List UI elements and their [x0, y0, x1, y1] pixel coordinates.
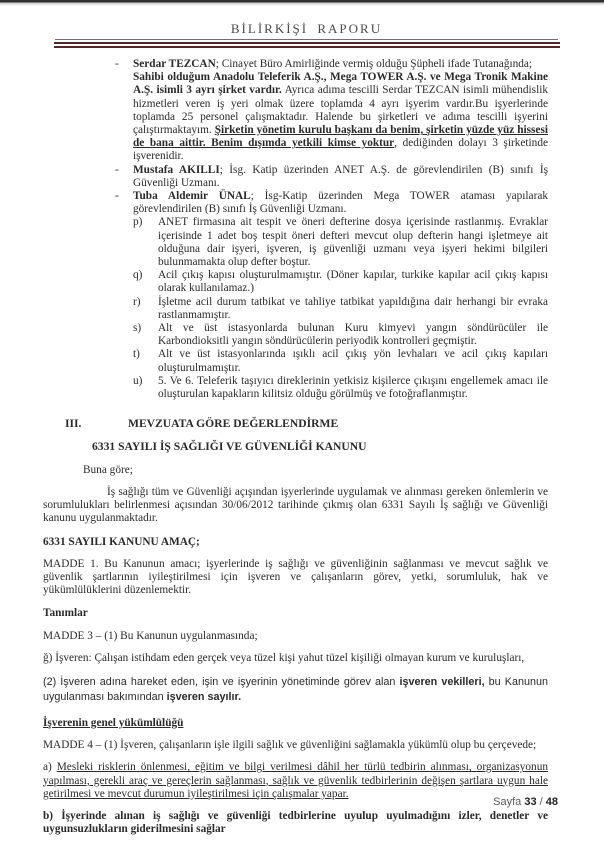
intro-paragraph: İş sağlığı tüm ve Güvenliği açışından işyerlerinde uygulamak ve alınması gereken önlemlerin ve sorumlulukları belirlenmesi açısından 30/06/2012 tarihinde çıkmış olan 6331 Sayılı İş sağlığı ve Güvenliği kanunu uygulanmaktadır. — [43, 485, 548, 525]
vekil-pre: (2) İşveren adına hareket eden, işin ve işyerinin yönetiminde görev alan — [43, 675, 400, 688]
vekil-mid: bu Kanunun uygulanması bakımından — [43, 675, 548, 703]
list-item — [115, 58, 548, 164]
item-b-paragraph: b) İşyerinde alınan iş sağlığı ve güvenliği tedbirlerine uyulup uyulmadığını izler, denetler ve uygunsuzlukların giderilmesini sağlar — [43, 809, 548, 836]
item-a-paragraph — [43, 761, 548, 801]
list-item — [115, 190, 548, 216]
scan-edge — [0, 0, 604, 6]
finding-text: Alt ve üst istasyonlarda bulunan Kuru kimyevi yangın söndürücüler ile Karbondioksitli yangın söndürücülerin periyodik kontrolleri geçmiştir. — [158, 322, 548, 348]
madde1-paragraph: MADDE 1. Bu Kanunun amacı; işyerlerinde iş sağlığı ve güvenliğinin sağlanması ve mevcut sağlık ve güvenlik şartlarının iyileştirilmesi için işveren ve çalışanların görev, yetki, sorumluluk, hak ve yükümlülüklerini düzenlemektir. — [43, 557, 548, 597]
finding-item — [133, 375, 548, 401]
statement-list — [43, 58, 548, 216]
section-number: III. — [65, 417, 82, 431]
finding-label: p) — [133, 216, 143, 229]
footer-current-page: 33 — [524, 796, 537, 808]
vekil-bold-2: işveren sayılır — [166, 690, 239, 703]
page-number-footer — [493, 796, 558, 808]
finding-item — [133, 348, 548, 374]
finding-text: Alt ve üst istasyonlarında ışıklı acil çıkış yön levhaları ve acil çıkış kapıları oluşturulmamıştır. — [158, 348, 548, 374]
finding-text: ANET firmasına ait tespit ve öneri defterine dosya içerisinde rastlanmış. Evraklar içerisinde 1 adet boş tespit öneri defteri mevcut olup defterin hangi işletmeye ait olduğuna dair işyeri, işveren, iş güvenliği uzmanı veya işyeri hekimi bilgileri bulunmamakta olup defter boştur. — [158, 216, 548, 269]
person-name: Tuba Aldemir ÜNAL — [133, 190, 251, 203]
yukumluluk-heading: İşverenin genel yükümlülüğü — [43, 716, 184, 729]
statement-text — [133, 190, 548, 216]
page-header-title: BİLİRKİŞİ RAPORU — [55, 21, 558, 40]
statement-tail: , dediğinden dolayı 3 şirketinde işverenidir. — [133, 137, 548, 163]
vekil-paragraph — [43, 675, 548, 705]
finding-label: s) — [133, 322, 142, 335]
statement-bold-underline: Şirketin yönetim kurulu başkanı da benim, şirketin yüzde yüz hissesi de bana aittir. Benim dışımda yetkili kimse yoktur — [133, 124, 548, 150]
section-subtitle: 6331 SAYILI İŞ SAĞLIĞI VE GÜVENLİĞİ KANUNU — [92, 440, 367, 454]
finding-item — [133, 322, 548, 348]
vekil-end: . — [238, 690, 242, 703]
person-name: Serdar TEZCAN — [133, 58, 216, 70]
person-name: Mustafa AKILLI — [133, 163, 220, 176]
findings-list — [43, 216, 548, 401]
footer-label: Sayfa — [493, 796, 525, 808]
list-item — [115, 164, 548, 190]
lead-in-text: Buna göre; — [83, 463, 133, 476]
madde3-paragraph: MADDE 3 – (1) Bu Kanunun uygulanmasında; — [43, 629, 258, 642]
bullet-dash: - — [115, 163, 119, 176]
section-heading — [43, 417, 548, 430]
statement-body: Ayrıca adıma tescilli Serdar TEZCAN isimli mühendislik hizmetleri veren iş yeri olmak üzere toplamda 4 ayrı işyerim vardır.Bu işyerlerinde toplamda 25 personel çalışmaktadır. Halende bu şirketleri ve adıma tescilli işyerini çalıştırmaktayım. — [133, 84, 548, 137]
madde4-paragraph: MADDE 4 – (1) İşveren, çalışanların işle ilgili sağlık ve güvenliğini sağlamakla yükümlü olup bu çerçevede; — [43, 739, 537, 752]
statement-intro: ; İsg-Katip üzerinden Mega TOWER ataması yapılarak görevlendirilen (B) sınıfı İş Güvenliği Uzmanı. — [133, 190, 548, 216]
finding-label: r) — [133, 295, 141, 308]
amac-heading: 6331 SAYILI KANUNU AMAÇ; — [43, 535, 200, 548]
finding-item — [133, 296, 548, 322]
statement-text — [133, 164, 548, 190]
finding-label: u) — [133, 374, 143, 387]
footer-total-pages: 48 — [545, 796, 558, 808]
statement-bold-lead: Sahibi olduğum Anadolu Teleferik A.Ş., Mega TOWER A.Ş. ve Mega Tronik Makine A.Ş. isimli 3 ayrı şirket vardır. — [133, 71, 548, 97]
statement-intro: ; Cinayet Büro Amirliğinde vermiş olduğu Şüpheli ifade Tutanağında; — [215, 58, 533, 70]
bullet-dash: - — [115, 190, 119, 203]
item-a-label: a) — [43, 761, 57, 774]
item-a-underlined-text: Mesleki risklerin önlenmesi, eğitim ve bilgi verilmesi dâhil her türlü tedbirin alınması, organizasyonun yapılması, gerekli araç ve gereçlerin sağlanması, sağlık ve güvenlik tedbirlerinin değişen şartlara uygun hale getirilmesi ve mevcut durumun iyileştirilmesi için çalışmalar yapar. — [43, 761, 548, 800]
vekil-bold-1: işveren vekilleri, — [399, 675, 485, 688]
finding-label: q) — [133, 269, 143, 282]
section-title: MEVZUATA GÖRE DEĞERLENDİRME — [128, 417, 339, 431]
finding-text: İşletme acil durum tatbikat ve tahliye tatbikat yapıldığına dair herhangi bir evraka rastlanmamıştır. — [158, 295, 548, 321]
statement-text — [133, 58, 548, 164]
bullet-dash: - — [115, 58, 119, 70]
statement-intro: ; İsg. Katip üzerinden ANET A.Ş. de görevlendirilen (B) sınıfı İş Güvenliği Uzmanı. — [133, 163, 548, 189]
finding-text: 5. Ve 6. Teleferik taşıyıcı direklerinin yetkisiz kişilerce çıkışını engellemek amacı ile oluşturulan kapakların kilitsiz olduğu görülmüş ve fotoğraflanmıştır. — [158, 374, 548, 401]
tanimlar-heading: Tanımlar — [43, 607, 88, 620]
document-body — [43, 58, 548, 836]
finding-label: t) — [133, 348, 140, 361]
finding-item — [133, 269, 548, 295]
finding-item — [133, 216, 548, 269]
footer-separator: / — [536, 796, 546, 808]
finding-text: Acil çıkış kapısı oluşturulmamıştır. (Döner kapılar, turkike kapılar acil çıkış kapısı olarak kullanılamaz.) — [158, 269, 548, 295]
header-accent-rule — [54, 42, 560, 48]
g-definition-paragraph: ğ) İşveren: Çalışan istihdam eden gerçek veya tüzel kişi yahut tüzel kişiliği olmayan kurum ve kuruluşları, — [43, 651, 525, 664]
